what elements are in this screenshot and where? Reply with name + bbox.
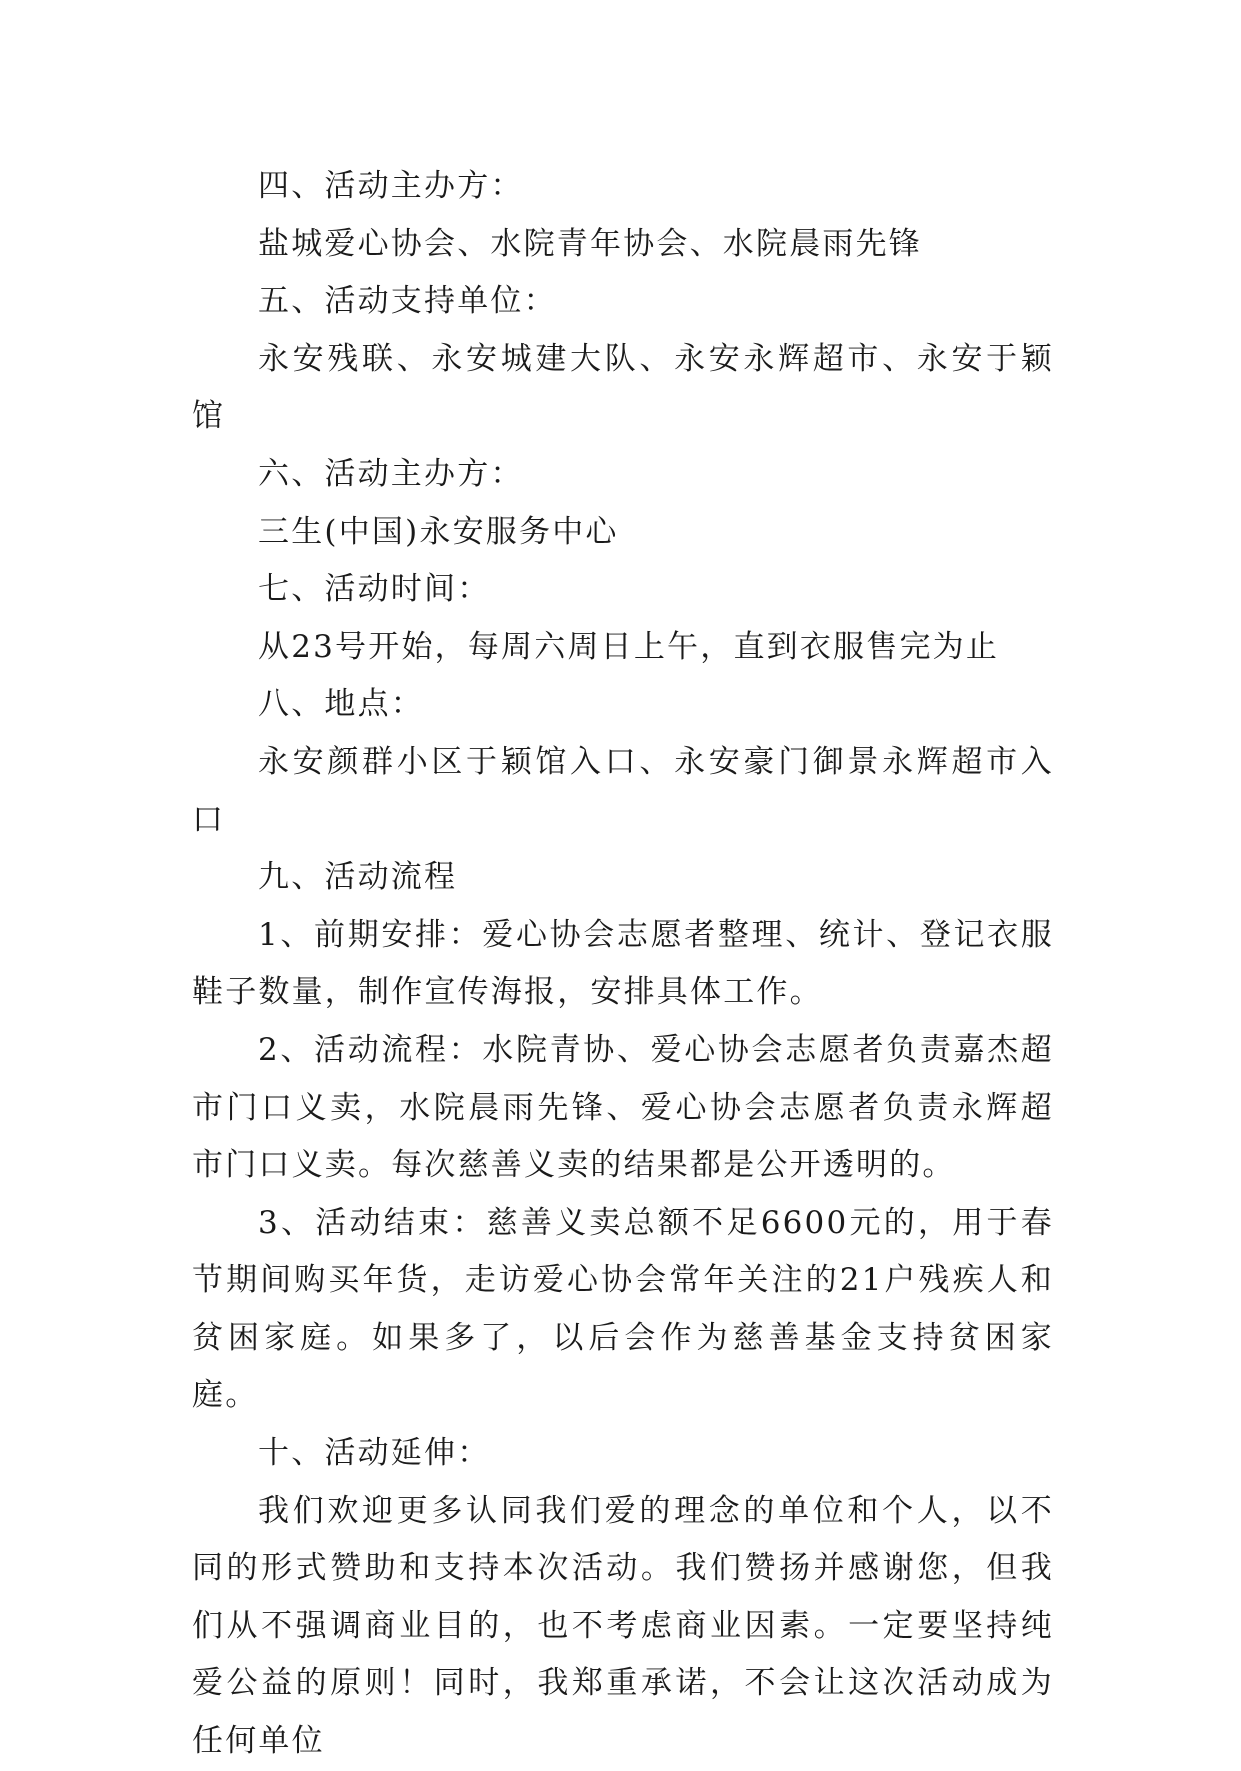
- paragraph-time: 从23号开始，每周六周日上午，直到衣服售完为止: [258, 628, 1000, 665]
- section-heading-organizers: 四、活动主办方：: [258, 168, 524, 204]
- paragraph-location: 永安颜群小区于颖馆入口、永安豪门御景永辉超市入口: [192, 743, 1054, 838]
- section-heading-time: 七、活动时间：: [258, 571, 491, 608]
- paragraph-extension: 我们欢迎更多认同我们爱的理念的单位和个人，以不同的形式赞助和支持本次活动。我们赞扬并感谢您，但我们从不强调商业目的，也不考虑商业因素。一定要坚持纯爱公益的原则！同时，我郑重承诺，不会让这次活动成为任何单位: [192, 1492, 1054, 1760]
- document-body: [192, 158, 1054, 1771]
- section-heading-supporters: 五、活动支持单位：: [258, 283, 557, 320]
- paragraph-process-step-2: 2、活动流程：水院青协、爱心协会志愿者负责嘉杰超市门口义卖，水院晨雨先锋、爱心协会志愿者负责永辉超市门口义卖。每次慈善义卖的结果都是公开透明的。: [192, 1031, 1054, 1184]
- section-heading-location: 八、地点：: [258, 686, 424, 723]
- section-heading-process: 九、活动流程: [258, 859, 458, 896]
- section-heading-host: 六、活动主办方：: [258, 455, 524, 492]
- paragraph-process-step-3: 3、活动结束：慈善义卖总额不足6600元的，用于春节期间购买年货，走访爱心协会常年关注的21户残疾人和贫困家庭。如果多了，以后会作为慈善基金支持贫困家庭。: [192, 1204, 1054, 1414]
- section-heading-extension: 十、活动延伸：: [258, 1435, 491, 1472]
- paragraph-organizers: 盐城爱心协会、水院青年协会、水院晨雨先锋: [258, 225, 922, 262]
- paragraph-host: 三生(中国)永安服务中心: [258, 513, 619, 550]
- paragraph-process-step-1: 1、前期安排：爱心协会志愿者整理、统计、登记衣服鞋子数量，制作宣传海报，安排具体工作。: [192, 916, 1054, 1011]
- paragraph-supporters: 永安残联、永安城建大队、永安永辉超市、永安于颖馆: [192, 340, 1054, 435]
